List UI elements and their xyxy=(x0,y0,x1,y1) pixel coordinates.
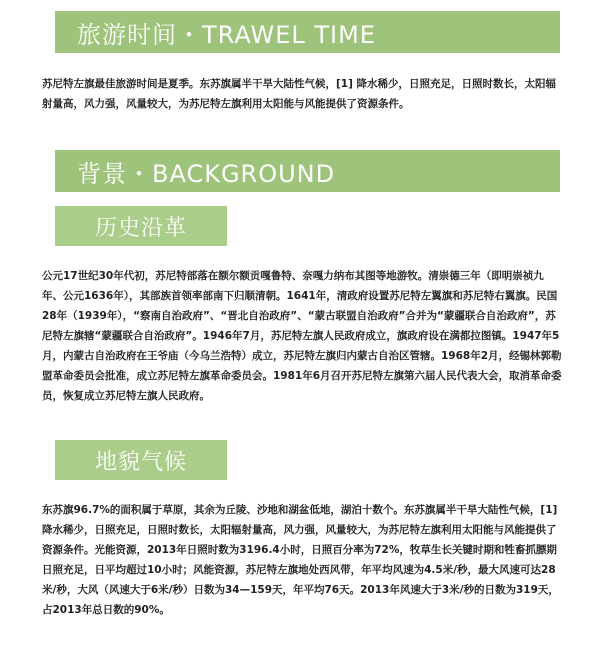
travel-time-paragraph: 苏尼特左旗最佳旅游时间是夏季。东苏旗属半干旱大陆性气候，[1] 降水稀少，日照充足，日照时数长，太阳辐射量高，风力强，风量较大，为苏尼特左旗利用太阳能与风能提供了资源条件。 xyxy=(42,78,557,110)
history-paragraph: 公元17世纪30年代初，苏尼特部落在额尔额贡嘎鲁特、奈嘎力纳布其图等地游牧。清崇德三年（即明崇祯九年、公元1636年），其部族首领率部南下归顺清朝。1641年，清政府设置苏尼特左翼旗和苏尼特右翼旗。民国28年（1939年），“察南自治政府”、“晋北自治政府”、“蒙古联盟自治政府”合并为“蒙疆联合自治政府”，苏尼特左旗辖“蒙疆联合自治政府”。1946年7月，苏尼特左旗人民政府成立，旗政府设在满都拉图镇。1947年5月，内蒙古自治政府在王爷庙（今乌兰浩特）成立，苏尼特左旗归内蒙古自治区管辖。1968年2月，经锡林郭勒盟革命委员会批准，成立苏尼特左旗革命委员会。1981年6月召开苏尼特左旗第六届人民代表大会，取消革命委员，恢复成立苏尼特左旗人民政府。 xyxy=(42,270,562,402)
landform-paragraph: 东苏旗96.7%的面积属于草原，其余为丘陵、沙地和湖盆低地，湖泊十数个。东苏旗属半干旱大陆性气候，[1] 降水稀少，日照充足，日照时数长，太阳辐射量高，风力强，风量较大，为苏尼特左旗利用太阳能与风能提供了资源条件。光能资源，2013年日照时数为3196.4小时，日照百分率为72%，牧草生长关键时期和牲畜抓膘期日照充足，日平均超过10小时；风能资源，苏尼特左旗地处西风带，年平均风速为4.5米/秒，最大风速可达28米/秒，大风（风速大于6米/秒）日数为34—159天，年平均76天。2013年风速大于3米/秒的日数为319天，占2013年总日数的90%。 xyxy=(42,504,559,616)
travel-time-title: 旅游时间・TRAWEL TIME xyxy=(77,20,376,49)
background-title: 背景・BACKGROUND xyxy=(77,159,336,188)
landform-heading xyxy=(55,440,227,480)
travel-time-heading xyxy=(55,11,560,53)
history-title: 历史沿革 xyxy=(94,215,187,241)
background-heading xyxy=(55,150,560,192)
landform-title: 地貌气候 xyxy=(94,449,187,475)
history-heading xyxy=(55,206,227,246)
